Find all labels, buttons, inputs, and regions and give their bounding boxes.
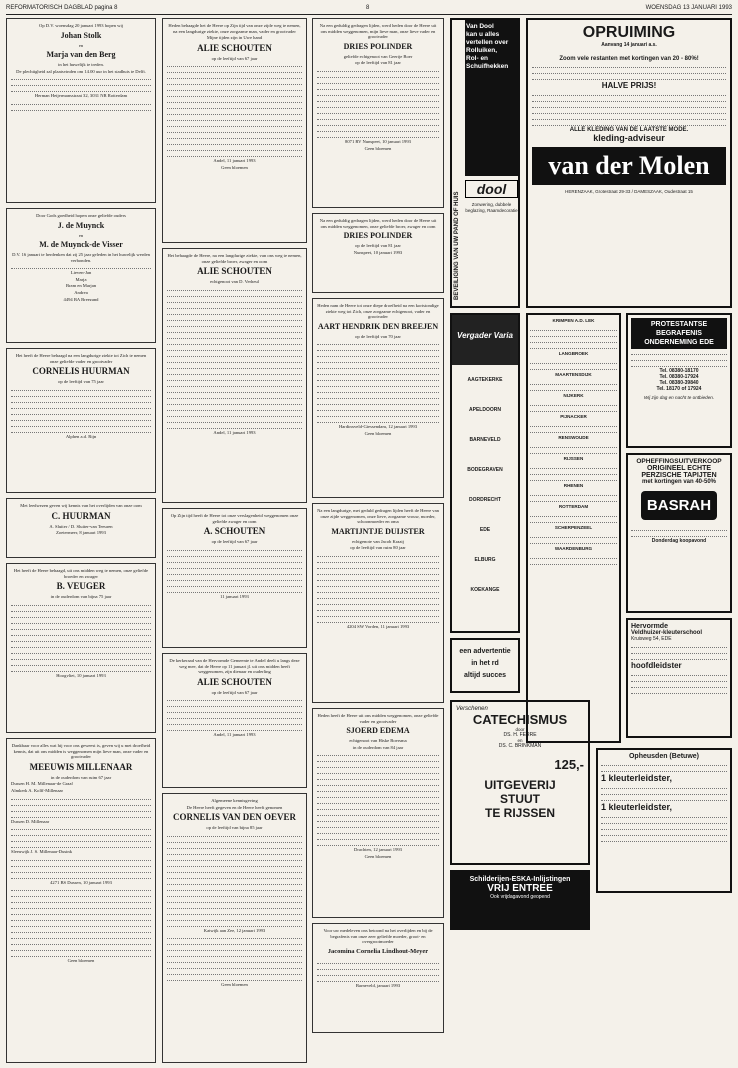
ad-headline: OPRUIMING <box>582 24 676 41</box>
name: Johan Stolk <box>60 30 102 40</box>
ad-headline: OPHEFFINGSUITVERKOOP <box>636 458 722 465</box>
church-town: NIJKERK <box>563 393 584 398</box>
headline-line: kan u alles <box>466 31 500 38</box>
intro: Algemeene kennisgeving <box>211 798 258 803</box>
place-date: Andel, 11 januari 1993 <box>213 429 256 435</box>
vergader-varia-ad <box>450 313 520 633</box>
church-town: RHENEN <box>563 483 584 488</box>
deceased-name: DRIES POLINDER <box>343 231 413 241</box>
child-name: Andrea <box>74 289 88 295</box>
church-town: SCHERPENZEEL <box>554 525 593 530</box>
church-town: WAARDENBURG <box>554 546 593 551</box>
church-town: KRIMPEN A.D. LEK <box>552 318 595 323</box>
opheusden-vacancy-ad <box>596 748 732 893</box>
author: DS. C. BRINKMAN <box>498 743 542 749</box>
place-date: Barneveld, januari 1993 <box>355 982 401 988</box>
phone-number: Tel. 18170 of 17924 <box>656 386 702 392</box>
page-date: WOENSDAG 13 JANUARI 1993 <box>645 5 732 11</box>
place-date: 11 januari 1993 <box>220 593 249 599</box>
church-notice <box>162 653 307 788</box>
ad-headline: VRIJ ENTREE <box>487 883 553 894</box>
connector: en <box>78 42 84 48</box>
death-notice <box>162 793 307 1063</box>
intro: De kerkeraad van de Hervormde Gemeente te Andel deelt u langs deze weg mee, dat de Heere op 11 januari jl. uit ons midden heeft weggenomen, zijn dienaar en ouderling <box>169 658 300 675</box>
church-town: RIJSSEN <box>563 456 584 461</box>
church-town: RENSWOUDE <box>558 435 589 440</box>
connector: en <box>517 738 523 743</box>
place-date: 4271 BS Dussen, 10 januari 1993 <box>50 879 112 885</box>
publisher: TE RIJSSEN <box>484 806 556 820</box>
deceased-name: ALIE SCHOUTEN <box>197 42 272 53</box>
note: Geen bloemen <box>221 164 248 170</box>
note: Geen bloemen <box>67 958 95 964</box>
deceased-name: SJOERD EDEMA <box>346 726 410 736</box>
subtitle: echtgenoot van Hiske Boersma <box>349 738 407 744</box>
store-logo: BASRAH <box>641 491 717 520</box>
connector: en <box>78 232 84 238</box>
death-notice <box>162 248 307 503</box>
school-name: Hervormde <box>631 623 668 630</box>
deceased-name: CORNELIS VAN DEN OEVER <box>173 812 296 823</box>
note: Geen bloemen <box>221 982 248 988</box>
headline-line: Schuifhekken <box>466 63 509 70</box>
column-5 <box>526 18 732 898</box>
author: DS. H. FERRE <box>503 732 537 738</box>
intro: Heden heeft de Heere uit ons midden weggenomen, onze geliefde vader en grootvader <box>317 713 439 724</box>
school-address: Kruisweg 54, EDE <box>631 636 672 642</box>
place-date: 4204 SW Vorden, 11 januari 1993 <box>346 623 410 629</box>
death-notice <box>162 18 307 243</box>
subtitle: geliefde echtgenoot van Geertje Boer <box>343 53 413 59</box>
age: op de leeftijd van 70 jaar <box>355 333 401 339</box>
subtitle: echtgenote van Jacob Kraaij <box>352 538 404 544</box>
phone-number: Tel. 08380-18170 <box>659 368 699 374</box>
deceased-name: B. VEUGER <box>56 581 106 592</box>
publisher: UITGEVERIJ <box>484 778 556 792</box>
deceased-name: MEEUWIS MILLENAAR <box>29 761 133 772</box>
ad-footer: Donderdag koopavond <box>651 538 707 544</box>
deceased-name: A. SCHOUTEN <box>203 526 266 537</box>
headline-line: Van Dool <box>466 23 494 30</box>
deceased-name: ALIE SCHOUTEN <box>197 676 272 687</box>
book-title: CATECHISMUS <box>472 712 568 727</box>
van-dool-ad <box>450 18 520 308</box>
address: 4494 BA Breezand <box>63 296 99 302</box>
death-notice <box>312 503 444 703</box>
death-notice <box>6 738 156 1063</box>
ad-subheadline: HALVE PRIJS! <box>601 81 657 90</box>
ad-subheadline: kleding-adviseur <box>593 133 665 143</box>
deceased-name: AART HENDRIK DEN BREEJEN <box>317 321 439 331</box>
place-date: Zoetermeer, 8 januari 1993 <box>56 530 106 536</box>
intro: Na een geduldig gedragen lijden, werd heden door de Heere uit ons midden weggenomen, mijn lieve man, onze lieve vader en grootvader <box>319 23 437 40</box>
school-name: Opheusden (Betuwe) <box>628 753 699 760</box>
side-caption: BEVEILIGING VAN UW PAND OF HUIS <box>454 191 460 300</box>
death-notice <box>312 708 444 918</box>
signature: A. Sluiter / D. Sluiter-van Teeuren <box>49 523 113 529</box>
section-logo: Vergader Varia <box>452 315 518 365</box>
body-text: D.V. 16 januari te herdenken dat zij 25 jaar geleden in het huwelijk werden verbonden. <box>12 252 150 263</box>
town-heading: APELDOORN <box>469 407 501 413</box>
place-date: Hardinxveld-Giessendam, 12 januari 1993 <box>338 424 418 430</box>
intro: Het heeft de Heere behaagd, uit ons midden weg te nemen, onze geliefde broeder en zwager <box>13 568 149 579</box>
thank-you-notice <box>312 923 444 1033</box>
ad-subheadline: Zoom vele restanten met kortingen van 20 - 80%! <box>559 56 699 62</box>
age: in de ouderdom van ruim 67 jaar <box>50 774 112 780</box>
intro: Het behaagde de Heere, na een langdurige ziekte, van ons weg te nemen, onze geliefde broer, zwager en oom <box>167 253 302 264</box>
deceased-name: ALIE SCHOUTEN <box>197 266 272 277</box>
ad-footer: Wij zijn dag en nacht te ontbieden. <box>643 395 715 400</box>
family-line: Sleeuwijk J. S. Millenaar-Dusink <box>11 849 73 855</box>
ad-subheadline: ALLE KLEDING VAN DE LAATSTE MODE. <box>569 127 689 133</box>
quote: Mijne tijden zijn in Uwe hand <box>206 35 263 41</box>
company-name: PROTESTANTSE <box>650 321 708 328</box>
school-name: Veldhuizer-kleuterschool <box>631 630 703 636</box>
death-notice <box>162 508 307 648</box>
deceased-name: CORNELIS HUURMAN <box>32 366 130 377</box>
promo-line: een advertentie <box>459 648 511 655</box>
intro: Na een langdurige, met geduld gedragen lijden heeft de Heere van onze zijde weggenomen, onze lieve, zorgzame vrouw, moeder, schoonmoeder en oma <box>317 508 439 525</box>
ad-intro: Verschenen <box>456 706 488 712</box>
place-date: Alphen a.d. Rijn <box>65 433 97 439</box>
child-name: Marja <box>75 276 87 282</box>
death-notice <box>6 348 156 493</box>
paper-name: REFORMATORISCH DAGBLAD pagina 8 <box>6 5 118 11</box>
opruiming-ad <box>526 18 732 308</box>
age: op de leeftijd van ruim 80 jaar <box>350 545 406 551</box>
age: op de leeftijd van 81 jaar <box>355 60 401 66</box>
funeral-company-ad <box>626 313 732 448</box>
place-date: Drachten, 12 januari 1993 <box>354 847 402 853</box>
name: Jacomina Cornelia Lindhout-Meyer <box>327 947 429 955</box>
publisher: STUUT <box>500 792 540 806</box>
name: M. de Muynck-de Visser <box>39 240 123 249</box>
phone-number: Tel. 08380-39840 <box>659 380 699 386</box>
job-title: 1 kleuterleidster, <box>601 802 673 812</box>
child-name: Lieven-Jan <box>70 270 92 276</box>
family-line: Dussen D. Millenaar <box>11 818 50 824</box>
family-line: Dussen H. M. Millenaar-de Graaf <box>11 781 73 787</box>
church-town: LANGBROEK <box>558 351 589 356</box>
town-heading: KOEKANGE <box>470 587 500 593</box>
headline-line: Rol- en <box>466 55 489 62</box>
church-services-list <box>526 313 621 743</box>
deceased-name: C. HUURMAN <box>51 510 111 521</box>
company-name: BEGRAFENIS <box>656 330 702 337</box>
ad-headline: PERZISCHE TAPIJTEN <box>641 472 717 479</box>
intro: Heden behaagde het de Heere op Zijn tijd van onze zijde weg te nemen, na een langdurige ziekte, onze zorgzame man, vader en grootvader <box>168 23 301 34</box>
job-title: hoofdleidster <box>631 661 682 670</box>
age: in de ouderdom van 84 jaar <box>352 744 404 750</box>
headline-line: vertellen over <box>466 39 509 46</box>
place-date: Katwijk aan Zee, 12 januari 1993 <box>203 927 266 933</box>
ad-date: Aanvang 14 januari a.s. <box>601 42 657 48</box>
intro: Met leedwezen geven wij kennis van het overlijden van onze oom <box>20 503 142 508</box>
price: 125,- <box>554 757 584 772</box>
death-notice <box>312 298 444 498</box>
promo-line: in het rd <box>471 660 499 667</box>
town-heading: ELBURG <box>474 557 496 563</box>
carpet-sale-ad <box>626 453 732 613</box>
place-date: Hoogvliet, 10 januari 1993 <box>56 672 106 678</box>
by-line: door <box>515 727 525 732</box>
town-heading: AAGTEKERKE <box>467 377 503 383</box>
age: op de leeftijd van 67 jaar <box>211 539 258 545</box>
headline-line: Rolluiken, <box>466 47 498 54</box>
child-name: Bram en Marjan <box>65 283 97 289</box>
name: J. de Muynck <box>57 220 105 230</box>
quote: De Heere heeft gegeven en de Heere heeft genomen <box>186 804 283 810</box>
town-heading: BODEGRAVEN <box>467 467 503 473</box>
deceased-name: MARTIJNTJE DUIJSTER <box>331 526 425 536</box>
deceased-name: DRIES POLINDER <box>343 41 413 51</box>
column-3 <box>312 18 444 1038</box>
store-logo: van der Molen <box>532 147 726 185</box>
age: op de leeftijd van 75 jaar <box>58 379 104 385</box>
name: Marja van den Berg <box>46 50 116 59</box>
headline <box>465 20 518 176</box>
anniversary-announcement <box>6 208 156 343</box>
ad-discount: met kortingen van 40-50% <box>641 479 717 485</box>
age: in de ouderdom van bijna 75 jaar <box>50 594 112 600</box>
note: Geen bloemen <box>364 430 392 436</box>
company-logo: dool <box>465 180 518 198</box>
age: op de leeftijd van 67 jaar <box>211 55 258 61</box>
town-heading: EDE <box>479 527 491 533</box>
intro: Door Gods goedheid hopen onze geliefde ouders <box>36 213 126 218</box>
intro: Na een geduldig gedragen lijden, werd heden door de Heere uit ons midden weggenomen, onze geliefde broer, zwager en oom <box>319 218 437 229</box>
ad-headline: Schilderijen-ESKA-Inlijstingen <box>469 876 571 883</box>
job-title: 1 kleuterleidster, <box>601 773 673 783</box>
church-town: PIJNACKER <box>560 414 587 419</box>
ad-headline: ORIGINEEL ECHTE <box>646 465 712 472</box>
column-4 <box>450 18 520 698</box>
place-date: Nunspeet, 10 januari 1993 <box>353 249 403 255</box>
company-name: ONDERNEMING EDE <box>644 339 714 346</box>
intro: Op Zijn tijd heeft de Heere tot onze verslagenheid weggenomen onze geliefde zwager en oom <box>170 513 299 524</box>
family-line: Almkerk A. Kolff-Millenaar <box>11 787 64 793</box>
place-date: Andel, 11 januari 1993 <box>213 158 256 164</box>
ad-subline: Ook vrijdagavond geopend <box>490 894 550 900</box>
column-2 <box>162 18 307 1068</box>
town-heading: BARNEVELD <box>469 437 501 443</box>
age: op de leeftijd van 81 jaar <box>355 243 401 249</box>
death-notice <box>312 213 444 293</box>
intro: Voor uw medeleven ons betoond na het overlijden en bij de begrafenis van onze zeer geliefde moeder, groot- en overgrootmoeder <box>323 928 433 945</box>
store-address: HERENZAAK, Grotestraat 29-33 / DAMESZAAK, Oudestraat 15 <box>565 189 693 194</box>
age: op de leeftijd van 67 jaar <box>211 689 258 695</box>
place-date: 8071 RV Nunspeet, 10 januari 1993 <box>345 138 411 144</box>
note: Geen bloemen <box>364 145 392 151</box>
intro: Het heeft de Heere behaagd na een langdurige ziekte tot Zich te nemen onze geliefde vader en grootvader <box>15 353 147 364</box>
body-text: De plechtigheid zal plaatsvinden om 14.00 uur in het stadhuis te Delft. <box>16 68 146 74</box>
ad-footer: Zonwering, dubbele beglazing, Raamdecoratie <box>465 202 518 213</box>
address: Herman Heijermansstraat 32, 3031 NR Rotterdam <box>34 93 128 99</box>
intro: Heden nam de Heere tot onze diepe droefheid na een kortstondige ziekte weg tot Zich, onze zorgzame echtgenoot, vader en grootvader <box>317 303 439 320</box>
intro: Dankbaar voor alles wat hij voor ons geweest is, geven wij u met droefheid kennis, dat uit ons midden is weggenomen mijn lieve man, onze vader en grootvader <box>11 743 151 760</box>
age: echtgenoot van D. Verheul <box>210 279 259 285</box>
page-header <box>6 2 732 15</box>
promo-line: altijd succes <box>463 672 507 679</box>
rd-promo-ad <box>450 638 520 693</box>
church-town: ROTTERDAM <box>558 504 589 509</box>
death-notice <box>6 498 156 558</box>
column-1 <box>6 18 156 1068</box>
death-notice <box>6 563 156 733</box>
page-number: 8 <box>366 5 370 11</box>
intro: Op D.V. woensdag 20 januari 1993 hopen wij <box>39 23 123 28</box>
church-town: MAARTENSDIJK <box>555 372 592 377</box>
vacancy-ad <box>626 618 732 738</box>
place-date: Andel, 11 januari 1993 <box>213 732 256 738</box>
phone-number: Tel. 08380-17924 <box>659 374 699 380</box>
subtitle: in het huwelijk te treden. <box>58 62 104 67</box>
town-heading: DORDRECHT <box>469 497 501 503</box>
age: op de leeftijd van bijna 85 jaar <box>206 825 263 831</box>
note: Geen bloemen <box>364 853 392 859</box>
wedding-announcement <box>6 18 156 203</box>
death-notice <box>312 18 444 208</box>
